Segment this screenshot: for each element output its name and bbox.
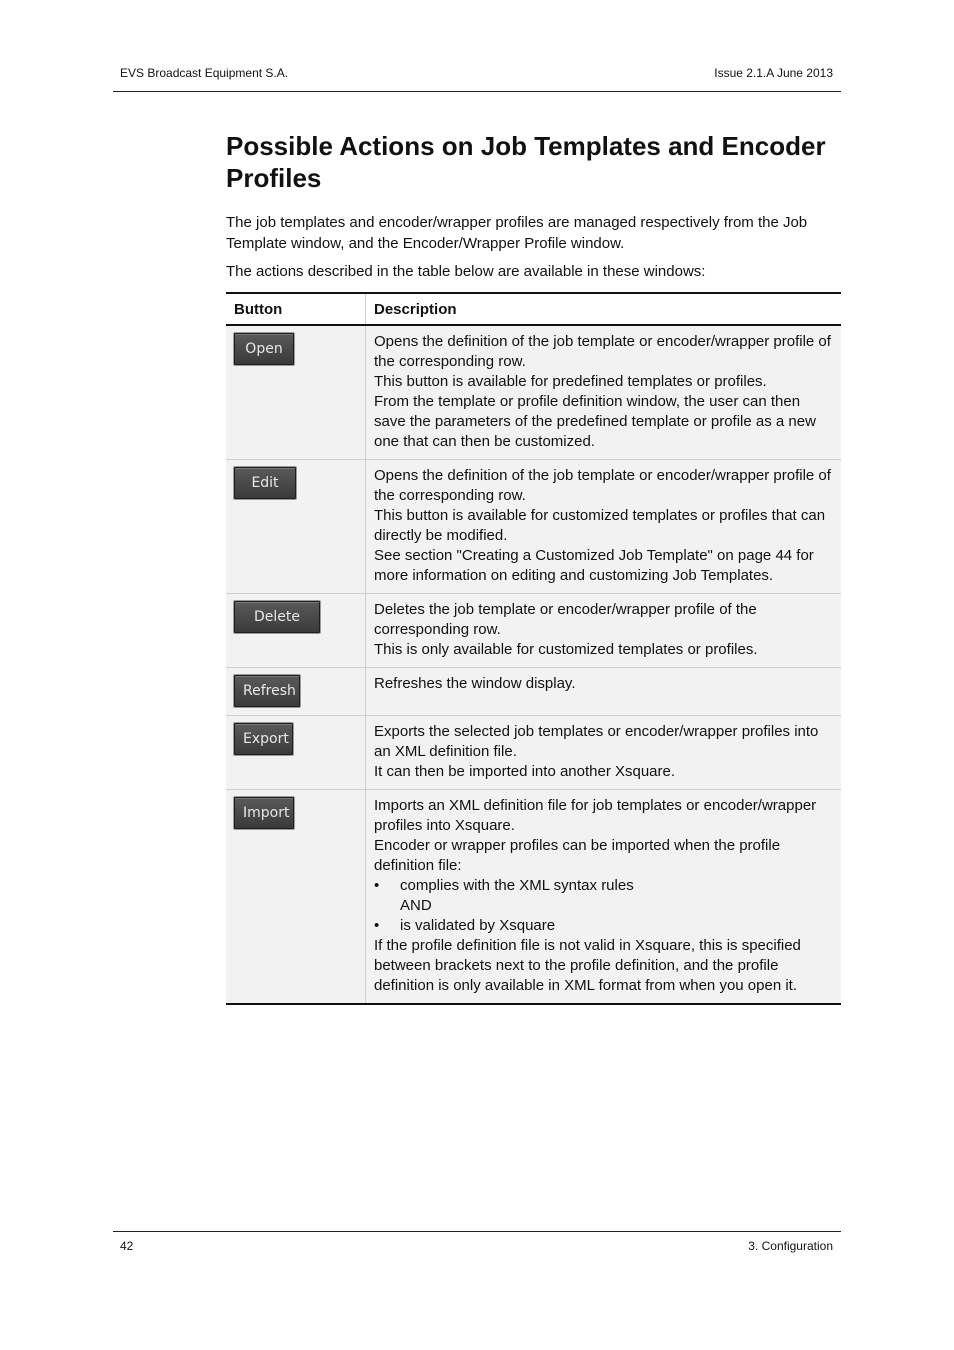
page-header: [113, 61, 841, 92]
description-line: This button is available for customized templates or profiles that can directly be modified.: [374, 507, 826, 544]
delete-button[interactable]: Delete: [234, 601, 320, 633]
description-cell: [366, 790, 842, 1005]
table-row-export: [226, 716, 841, 790]
refresh-button[interactable]: Refresh: [234, 675, 300, 707]
description-line: Refreshes the window display.: [374, 675, 576, 692]
column-header-description: Description: [366, 293, 842, 325]
description-line: Opens the definition of the job template or encoder/wrapper profile of the corresponding row.: [374, 333, 831, 370]
description-line: Opens the definition of the job template or encoder/wrapper profile of the corresponding row.: [374, 467, 831, 504]
description-cell: [366, 594, 842, 668]
description-line: Deletes the job template or encoder/wrapper profile of the corresponding row.: [374, 601, 757, 638]
intro-paragraph-2: The actions described in the table below are available in these windows:: [226, 263, 706, 280]
main-content: [226, 130, 841, 1005]
table-row-refresh: [226, 668, 841, 716]
bullet-icon: •: [374, 877, 380, 894]
import-button[interactable]: Import: [234, 797, 294, 829]
publisher-name: EVS Broadcast Equipment S.A.: [120, 66, 289, 80]
issue-date: Issue 2.1.A June 2013: [714, 66, 833, 80]
description-line: This is only available for customized templates or profiles.: [374, 641, 758, 658]
table-row-delete: [226, 594, 841, 668]
bullet-item: [374, 916, 833, 936]
actions-table: [226, 292, 841, 1005]
description-line: If the profile definition file is not valid in Xsquare, this is specified between brackets next to the profile definition, and the profile definition is only available in XML format from when you open it.: [374, 937, 801, 994]
description-line: It can then be imported into another Xsquare.: [374, 763, 676, 780]
description-line: Encoder or wrapper profiles can be imported when the profile definition file:: [374, 837, 781, 874]
table-row-edit: [226, 460, 841, 594]
description-line: See section "Creating a Customized Job Template" on page 44 for more information on editing and customizing Job Templates.: [374, 547, 814, 584]
page-number: 42: [120, 1239, 134, 1253]
page-footer: [113, 1231, 841, 1253]
intro-paragraph: The job templates and encoder/wrapper profiles are managed respectively from the Job Template window, and the Encoder/Wrapper Profile window.: [226, 214, 808, 252]
description-cell: [366, 668, 842, 716]
description-cell: [366, 325, 842, 460]
description-cell: [366, 460, 842, 594]
table-row-open: [226, 325, 841, 460]
description-line: From the template or profile definition window, the user can then save the parameters of the predefined template or profile as a new one that can then be customized.: [374, 393, 816, 450]
page-title: Possible Actions on Job Templates and Encoder Profiles: [226, 131, 826, 193]
column-header-button: Button: [226, 293, 366, 325]
bullet-text: complies with the XML syntax rules: [400, 877, 634, 894]
description-line: This button is available for predefined templates or profiles.: [374, 373, 767, 390]
bullet-icon: •: [374, 917, 380, 934]
open-button[interactable]: Open: [234, 333, 294, 365]
description-line: Exports the selected job templates or encoder/wrapper profiles into an XML definition file.: [374, 723, 819, 760]
section-name: 3. Configuration: [748, 1239, 833, 1253]
description-cell: [366, 716, 842, 790]
bullet-item: [374, 876, 833, 896]
edit-button[interactable]: Edit: [234, 467, 296, 499]
table-header-row: [226, 293, 841, 325]
bullet-continuation: AND: [400, 897, 432, 914]
description-line: Imports an XML definition file for job templates or encoder/wrapper profiles into Xsquare.: [374, 797, 817, 834]
export-button[interactable]: Export: [234, 723, 293, 755]
table-row-import: [226, 790, 841, 1005]
bullet-text: is validated by Xsquare: [400, 917, 556, 934]
